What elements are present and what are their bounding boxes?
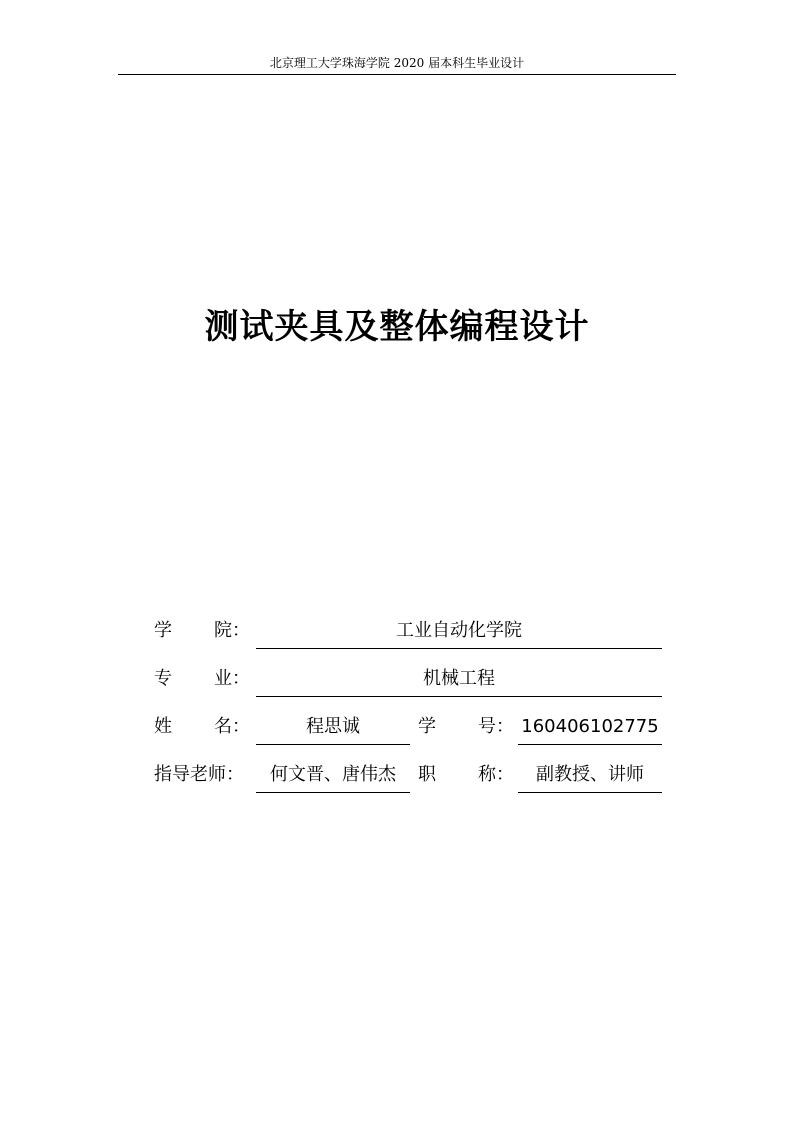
thesis-title: 测试夹具及整体编程设计 xyxy=(204,307,590,347)
advisor-title-label-part1: 职 xyxy=(418,764,436,785)
running-header-text: 北京理工大学珠海学院 2020 届本科生毕业设计 xyxy=(269,56,525,70)
student-id-value: 160406102775 xyxy=(518,712,662,745)
major-value: 机械工程 xyxy=(256,664,662,697)
info-row-advisor xyxy=(0,760,794,794)
advisor-value: 何文晋、唐伟杰 xyxy=(256,760,410,793)
college-value: 工业自动化学院 xyxy=(256,616,662,649)
running-header xyxy=(118,54,676,75)
college-label-part1: 学 xyxy=(154,620,172,641)
major-label-part1: 专 xyxy=(154,668,172,689)
student-name-value: 程思诚 xyxy=(256,712,410,745)
advisor-title-label-part2: 称： xyxy=(478,764,514,785)
info-row-major xyxy=(0,664,794,698)
info-row-college xyxy=(0,616,794,650)
student-id-label-part1: 学 xyxy=(418,716,436,737)
student-id-label-part2: 号： xyxy=(478,716,514,737)
info-row-name-id xyxy=(0,712,794,746)
major-label-part2: 业： xyxy=(214,668,250,689)
name-label-part2: 名： xyxy=(214,716,250,737)
advisor-title-value: 副教授、讲师 xyxy=(518,760,662,793)
advisor-label: 指导老师： xyxy=(154,764,244,785)
name-label-part1: 姓 xyxy=(154,716,172,737)
college-label-part2: 院： xyxy=(214,620,250,641)
